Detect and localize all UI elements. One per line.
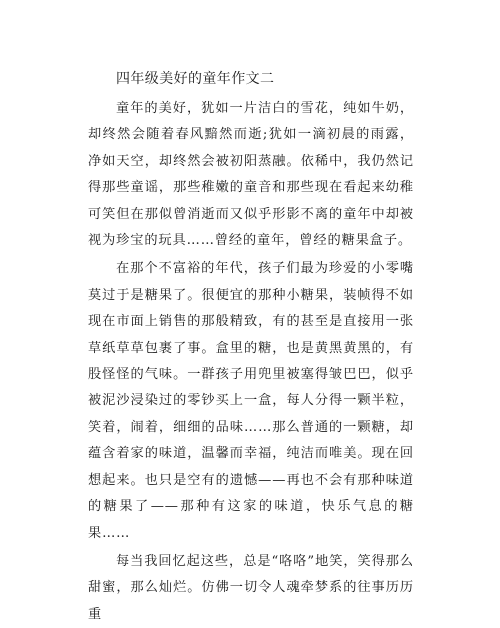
paragraph-1: 童年的美好，犹如一片洁白的雪花，纯如牛奶，却终然会随着春风黯然而逝;犹如一滴初晨的雨露，净如天空，却终然会被初阳蒸融。依稀中，我仍然记得那些童谣，那些稚嫩的童音和那些现在看起来幼稚可笑但在那似曾消逝而又似乎形影不离的童年中却被视为珍宝的玩具……曾经的童年，曾经的糖果盒子。 bbox=[88, 101, 414, 249]
paragraph-2: 在那个不富裕的年代，孩子们最为珍爱的小零嘴莫过于是糖果了。很便宜的那种小糖果，装帧得不如现在市面上销售的那般精致，有的甚至是直接用一张草纸草草包裹了事。盒里的糖，也是黄黑黄黑的，有股怪怪的气味。一群孩子用兜里被塞得皱巴巴，似乎被泥沙浸染过的零钞买上一盒，每人分得一颗半粒，笑着，闹着，细细的品味……那么普通的一颗糖，却蕴含着家的味道，温馨而幸福，纯洁而唯美。现在回想起来。也只是空有的遗憾——再也不会有那种味道的糖果了——那种有这家的味道，快乐气息的糖果…… bbox=[88, 261, 414, 541]
document-title: 四年级美好的童年作文二 bbox=[116, 71, 275, 87]
document-body bbox=[88, 66, 414, 628]
paragraph-3: 每当我回忆起这些，总是“咯咯”地笑，笑得那么甜蜜，那么灿烂。仿佛一切令人魂牵梦系的往事历历重 bbox=[88, 553, 414, 622]
